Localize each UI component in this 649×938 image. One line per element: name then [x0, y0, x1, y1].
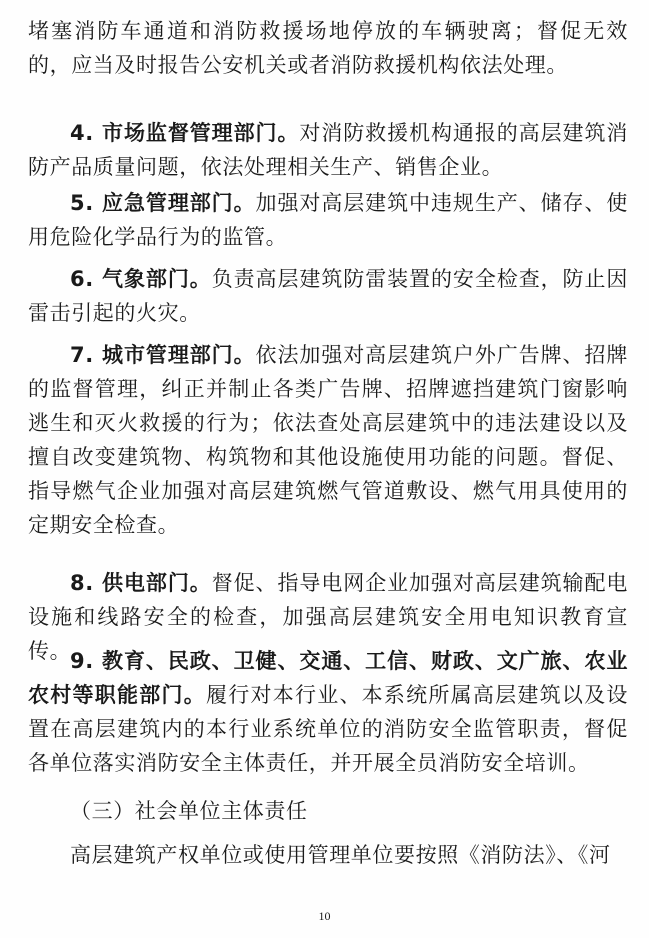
- item-heading: 7. 城市管理部门。: [70, 343, 256, 367]
- text-line: 堵塞消防车通道和消防救援场地停放的车辆驶离；督促无效的，: [28, 19, 628, 77]
- item-heading: 6. 气象部门。: [70, 267, 212, 291]
- section-heading: （三）社会单位主体责任: [70, 799, 308, 823]
- item-heading: 5. 应急管理部门。: [70, 191, 256, 215]
- item-market-supervision: [28, 116, 628, 184]
- item-body: 依法加强对高层建筑户外广告牌、招牌的监督管理，纠正并制止各类广告牌、招牌遮挡建筑门窗影响逃生和灭火救援的行为；依法查处高层建筑中的违法建设以及擅自改变建筑物、构筑物和其他设施使用功能的问题。督促、指导燃气企业加强对高层建筑燃气管道敷设、燃气用具使用的定期安全检查。: [28, 343, 628, 537]
- item-meteorology: [28, 262, 628, 330]
- item-body: 督促、指导电网企业加强对高层建筑输配电设施和线路安全的检查，加强高层建筑安全用电知识教育宣传。: [28, 571, 629, 663]
- item-heading: 9. 教育、民政、卫健、交通、工信、财政、文广旅、农业农村等职能部门。: [28, 649, 628, 707]
- paragraph-last: 高层建筑产权单位或使用管理单位要按照《消防法》、《河: [70, 843, 611, 867]
- paragraph-continued: [28, 14, 628, 82]
- page-number: 10: [318, 909, 331, 923]
- item-body: 对消防救援机构通报的高层建筑消防产品质量问题，依法处理相关生产、销售企业。: [28, 121, 628, 179]
- item-body: 加强对高层建筑中违规生产、储存、使用危险化学品行为的监管。: [28, 191, 628, 249]
- item-body: 履行对本行业、本系统所属高层建筑以及设置在高层建筑内的本行业系统单位的消防安全监管职责，督促各单位落实消防安全主体责任，并开展全员消防安全培训。: [28, 683, 628, 775]
- item-urban-management: [28, 338, 628, 542]
- item-heading: 4. 市场监督管理部门。: [70, 121, 300, 145]
- text-line: 应当及时报告公安机关或者消防救援机构依法处理。: [71, 53, 569, 77]
- item-body: 负责高层建筑防雷装置的安全检查，防止因雷击引起的火灾。: [28, 267, 629, 325]
- item-emergency-management: [28, 186, 628, 254]
- item-heading: 8. 供电部门。: [70, 571, 212, 595]
- item-functional-departments: [28, 644, 628, 780]
